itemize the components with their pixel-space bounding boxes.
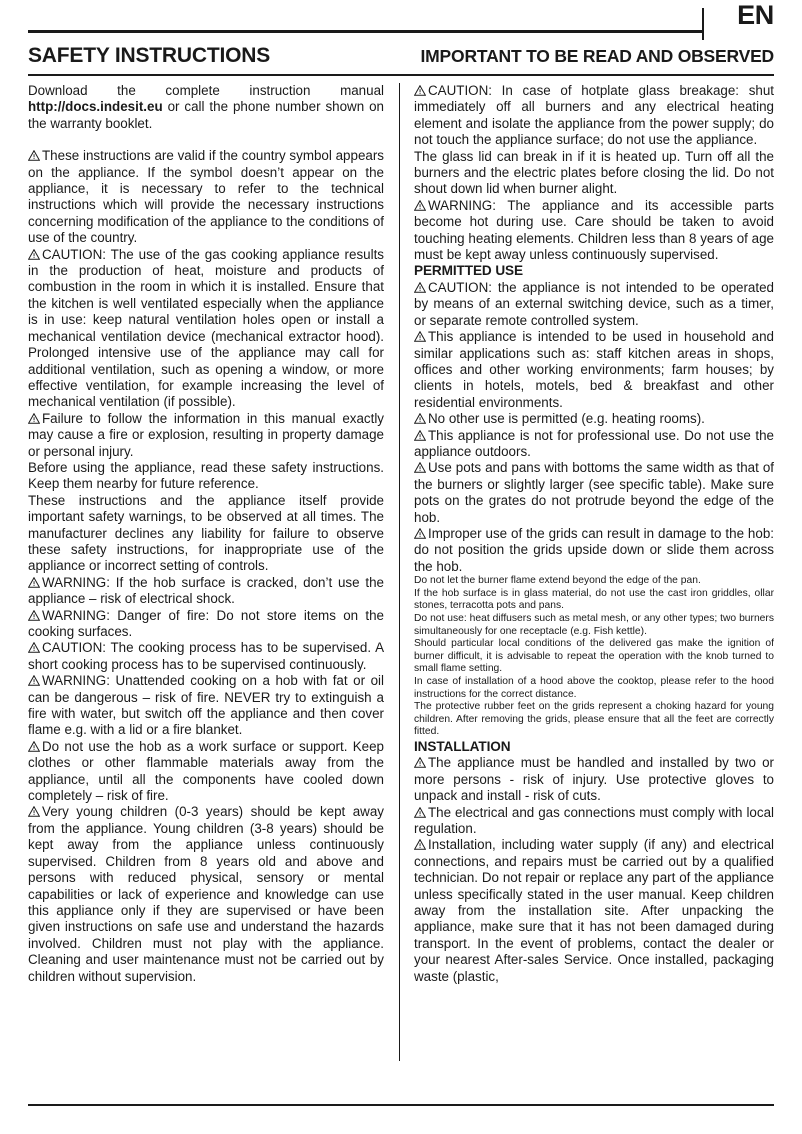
safety-paragraph-text: WARNING: Unattended cooking on a hob with fat or oil can be dangerous – risk of fire. NEVER try to extinguish a fire with water, but switch off the appliance and then cover flame e.g. with a lid or a fire blanket. (28, 673, 384, 738)
installation-paragraph (414, 805, 774, 838)
warning-triangle-icon (414, 331, 426, 342)
safety-paragraph-text: WARNING: The appliance and its accessible parts become hot during use. Care should be taken to avoid touching heating elements. Children less than 8 years of age must be kept away unless continuously supervised. (414, 197, 774, 263)
safety-paragraph (28, 739, 384, 805)
permitted-use-paragraph-text: No other use is permitted (e.g. heating rooms). (428, 411, 705, 427)
safety-paragraph-text: CAUTION: The cooking process has to be supervised. A short cooking process has to be supervised continuously. (28, 640, 384, 672)
permitted-use-paragraph-text: Improper use of the grids can result in damage to the hob: do not position the grids upside down or slide them across the hob. (414, 525, 774, 574)
fine-print-paragraphs (414, 575, 774, 739)
fine-print-paragraph-text: If the hob surface is in glass material, do not use the cast iron griddles, ollar stones, terracotta pots and pans. (414, 587, 774, 612)
safety-paragraph (414, 198, 774, 264)
warning-triangle-icon (414, 200, 426, 211)
left-column-paragraphs (28, 148, 384, 985)
warning-triangle-icon (414, 462, 426, 473)
safety-paragraph-text: Before using the appliance, read these safety instructions. Keep them nearby for future reference. (28, 459, 384, 492)
installation-paragraph-text: The appliance must be handled and installed by two or more persons - risk of injury. Use protective gloves to unpack and install - risk of cuts. (414, 755, 774, 804)
page-title: SAFETY INSTRUCTIONS (28, 44, 270, 67)
safety-paragraph-text: These instructions and the appliance itself provide important safety warnings, to be observed at all times. The manufacturer declines any liability for failure to observe these safety instructions, for inappropriate use of the appliance or incorrect setting of controls. (28, 492, 384, 574)
safety-paragraph (28, 804, 384, 984)
language-code: EN (737, 0, 774, 30)
warning-triangle-icon (28, 413, 40, 424)
safety-paragraph-text: These instructions are valid if the country symbol appears on the appliance. If the symbol doesn’t appear on the appliance, it is necessary to refer to the technical instructions which will provide the necessary instructions concerning modification of the appliance to the conditions of use of the country. (28, 148, 384, 246)
permitted-use-heading: PERMITTED USE (414, 263, 523, 279)
warning-triangle-icon (414, 757, 426, 768)
fine-print-paragraph (414, 676, 774, 701)
fine-print-paragraph-text: In case of installation of a hood above the cooktop, please refer to the hood instructions for the correct distance. (414, 675, 774, 700)
installation-paragraph-text: Installation, including water supply (if any) and electrical connections, and repairs must be carried out by a qualified technician. Do not repair or replace any part of the appliance unless specifically stated in the user manual. Keep children away from the installation site. After unpacking the appliance, make sure that it has not been damaged during transport. In the event of problems, contact the dealer or your nearest After-sales Service. Once installed, packaging waste (plastic, (414, 837, 774, 984)
fine-print-paragraph (414, 613, 774, 638)
safety-paragraph-text: The glass lid can break in if it is heated up. Turn off all the burners and the electric plates before closing the lid. Do not shout down lid when burner alight. (414, 148, 774, 197)
fine-print-paragraph (414, 638, 774, 676)
fine-print-paragraph-text: Should particular local conditions of the delivered gas make the ignition of burner difficult, it is advisable to repeat the operation with the knob turned to small flame setting. (414, 638, 774, 675)
header-rule-tick (702, 8, 704, 40)
warning-triangle-icon (28, 610, 40, 621)
manual-url: http://docs.indesit.eu (28, 99, 163, 115)
warning-triangle-icon (28, 577, 40, 588)
installation-paragraphs (414, 755, 774, 985)
language-header-row (28, 0, 774, 42)
permitted-use-paragraph (414, 428, 774, 461)
download-pre-text: Download the complete instruction manual (28, 83, 384, 98)
footer-rule (28, 1104, 774, 1106)
installation-paragraph (414, 755, 774, 804)
warning-triangle-icon (28, 150, 40, 161)
safety-paragraph (28, 575, 384, 608)
safety-paragraph (28, 608, 384, 641)
header-bottom-rule (28, 74, 774, 76)
warning-triangle-icon (28, 249, 40, 260)
safety-paragraph (28, 673, 384, 739)
left-column (28, 83, 394, 1061)
permitted-use-paragraph (414, 411, 774, 427)
warning-triangle-icon (28, 642, 40, 653)
safety-paragraph-text: WARNING: Danger of fire: Do not store items on the cooking surfaces. (28, 607, 384, 639)
permitted-use-paragraph (414, 280, 774, 329)
paragraph-spacer (28, 132, 384, 148)
safety-paragraph (28, 411, 384, 460)
fine-print-paragraph (414, 701, 774, 739)
safety-paragraph (414, 149, 774, 198)
permitted-use-paragraph (414, 460, 774, 526)
page-subtitle: IMPORTANT TO BE READ AND OBSERVED (420, 46, 774, 66)
download-post-text: or call the phone number shown on the warranty booklet. (28, 99, 384, 131)
right-column-paragraphs (414, 83, 774, 263)
permitted-use-paragraph-text: This appliance is not for professional use. Do not use the appliance outdoors. (414, 427, 774, 459)
warning-triangle-icon (414, 807, 426, 818)
warning-triangle-icon (414, 528, 426, 539)
safety-paragraph (28, 493, 384, 575)
safety-paragraph-text: CAUTION: The use of the gas cooking appliance results in the production of heat, moisture and products of combustion in the room in which it is installed. Ensure that the kitchen is well ventilated especially when the appliance is in use: keep natural ventilation holes open or install a mechanical ventilation device (mechanical extractor hood). Prolonged intensive use of the appliance may call for additional ventilation, such as opening a window, or more effective ventilation, for example increasing the level of mechanical ventilation (if possible). (28, 246, 384, 410)
document-titles (28, 44, 774, 68)
fine-print-paragraph-text: Do not use: heat diffusers such as metal mesh, or any other types; two burners simultaneously for one receptacle (e.g. Fish kettle). (414, 612, 774, 637)
column-divider-rule (399, 83, 400, 1061)
safety-paragraph (28, 640, 384, 673)
fine-print-paragraph-text: Do not let the burner flame extend beyond the edge of the pan. (414, 575, 701, 587)
permitted-use-paragraphs (414, 280, 774, 575)
safety-paragraph-text: Very young children (0-3 years) should be kept away from the appliance. Young children (3-8 years) should be kept away from the appliance unless continuously supervised. Children from 8 years old and above and persons with reduced physical, sensory or mental capabilities or lack of experience and knowledge can use this appliance only if they are supervised or have been given instructions on safe use and understand the hazards involved. Children must not play with the appliance. Cleaning and user maintenance must not be carried out by children without supervision. (28, 804, 384, 984)
permitted-use-paragraph-text: CAUTION: the appliance is not intended to be operated by means of an external switching device, such as a timer, or separate remote controlled system. (414, 279, 774, 328)
right-column (406, 83, 774, 1061)
safety-paragraph (28, 148, 384, 246)
warning-triangle-icon (414, 85, 426, 96)
safety-paragraph-text: WARNING: If the hob surface is cracked, don’t use the appliance – risk of electrical shock. (28, 574, 384, 607)
permitted-use-paragraph (414, 329, 774, 411)
warning-triangle-icon (414, 282, 426, 293)
permitted-use-paragraph-text: This appliance is intended to be used in household and similar applications such as: staff kitchen areas in shops, offices and other working environments; farm houses; by clients in hotels, motels, bed & breakfast and other residential environments. (414, 329, 774, 410)
two-column-body (28, 83, 774, 1061)
safety-paragraph-text: Do not use the hob as a work surface or support. Keep clothes or other flammable materials away from the appliance, until all the components have cooled down completely – risk of fire. (28, 738, 384, 804)
fine-print-paragraph (414, 588, 774, 613)
warning-triangle-icon (28, 806, 40, 817)
fine-print-paragraph-text: The protective rubber feet on the grids represent a choking hazard for young children. After removing the grids, please ensure that all the feet are correctly fitted. (414, 701, 774, 738)
header-top-rule (28, 30, 702, 33)
download-instruction-paragraph (28, 83, 384, 132)
safety-paragraph-text: Failure to follow the information in this manual exactly may cause a fire or explosion, resulting in property damage or personal injury. (28, 410, 384, 459)
installation-heading: INSTALLATION (414, 738, 511, 754)
fine-print-paragraph (414, 575, 774, 588)
warning-triangle-icon (414, 839, 426, 850)
safety-paragraph (28, 247, 384, 411)
permitted-use-paragraph (414, 526, 774, 575)
safety-paragraph-text: CAUTION: In case of hotplate glass breakage: shut immediately off all burners and any electrical heating element and isolate the appliance from the power supply; do not touch the appliance surface; do not use the appliance. (414, 83, 774, 148)
safety-paragraph (414, 83, 774, 149)
safety-paragraph (28, 460, 384, 493)
warning-triangle-icon (28, 741, 40, 752)
warning-triangle-icon (414, 430, 426, 441)
permitted-use-paragraph-text: Use pots and pans with bottoms the same width as that of the burners or slightly larger (see specific table). Make sure pots on the grates do not protrude beyond the edge of the hob. (414, 460, 774, 525)
installation-paragraph-text: The electrical and gas connections must comply with local regulation. (414, 804, 774, 836)
warning-triangle-icon (414, 413, 426, 424)
installation-paragraph (414, 837, 774, 985)
warning-triangle-icon (28, 675, 40, 686)
